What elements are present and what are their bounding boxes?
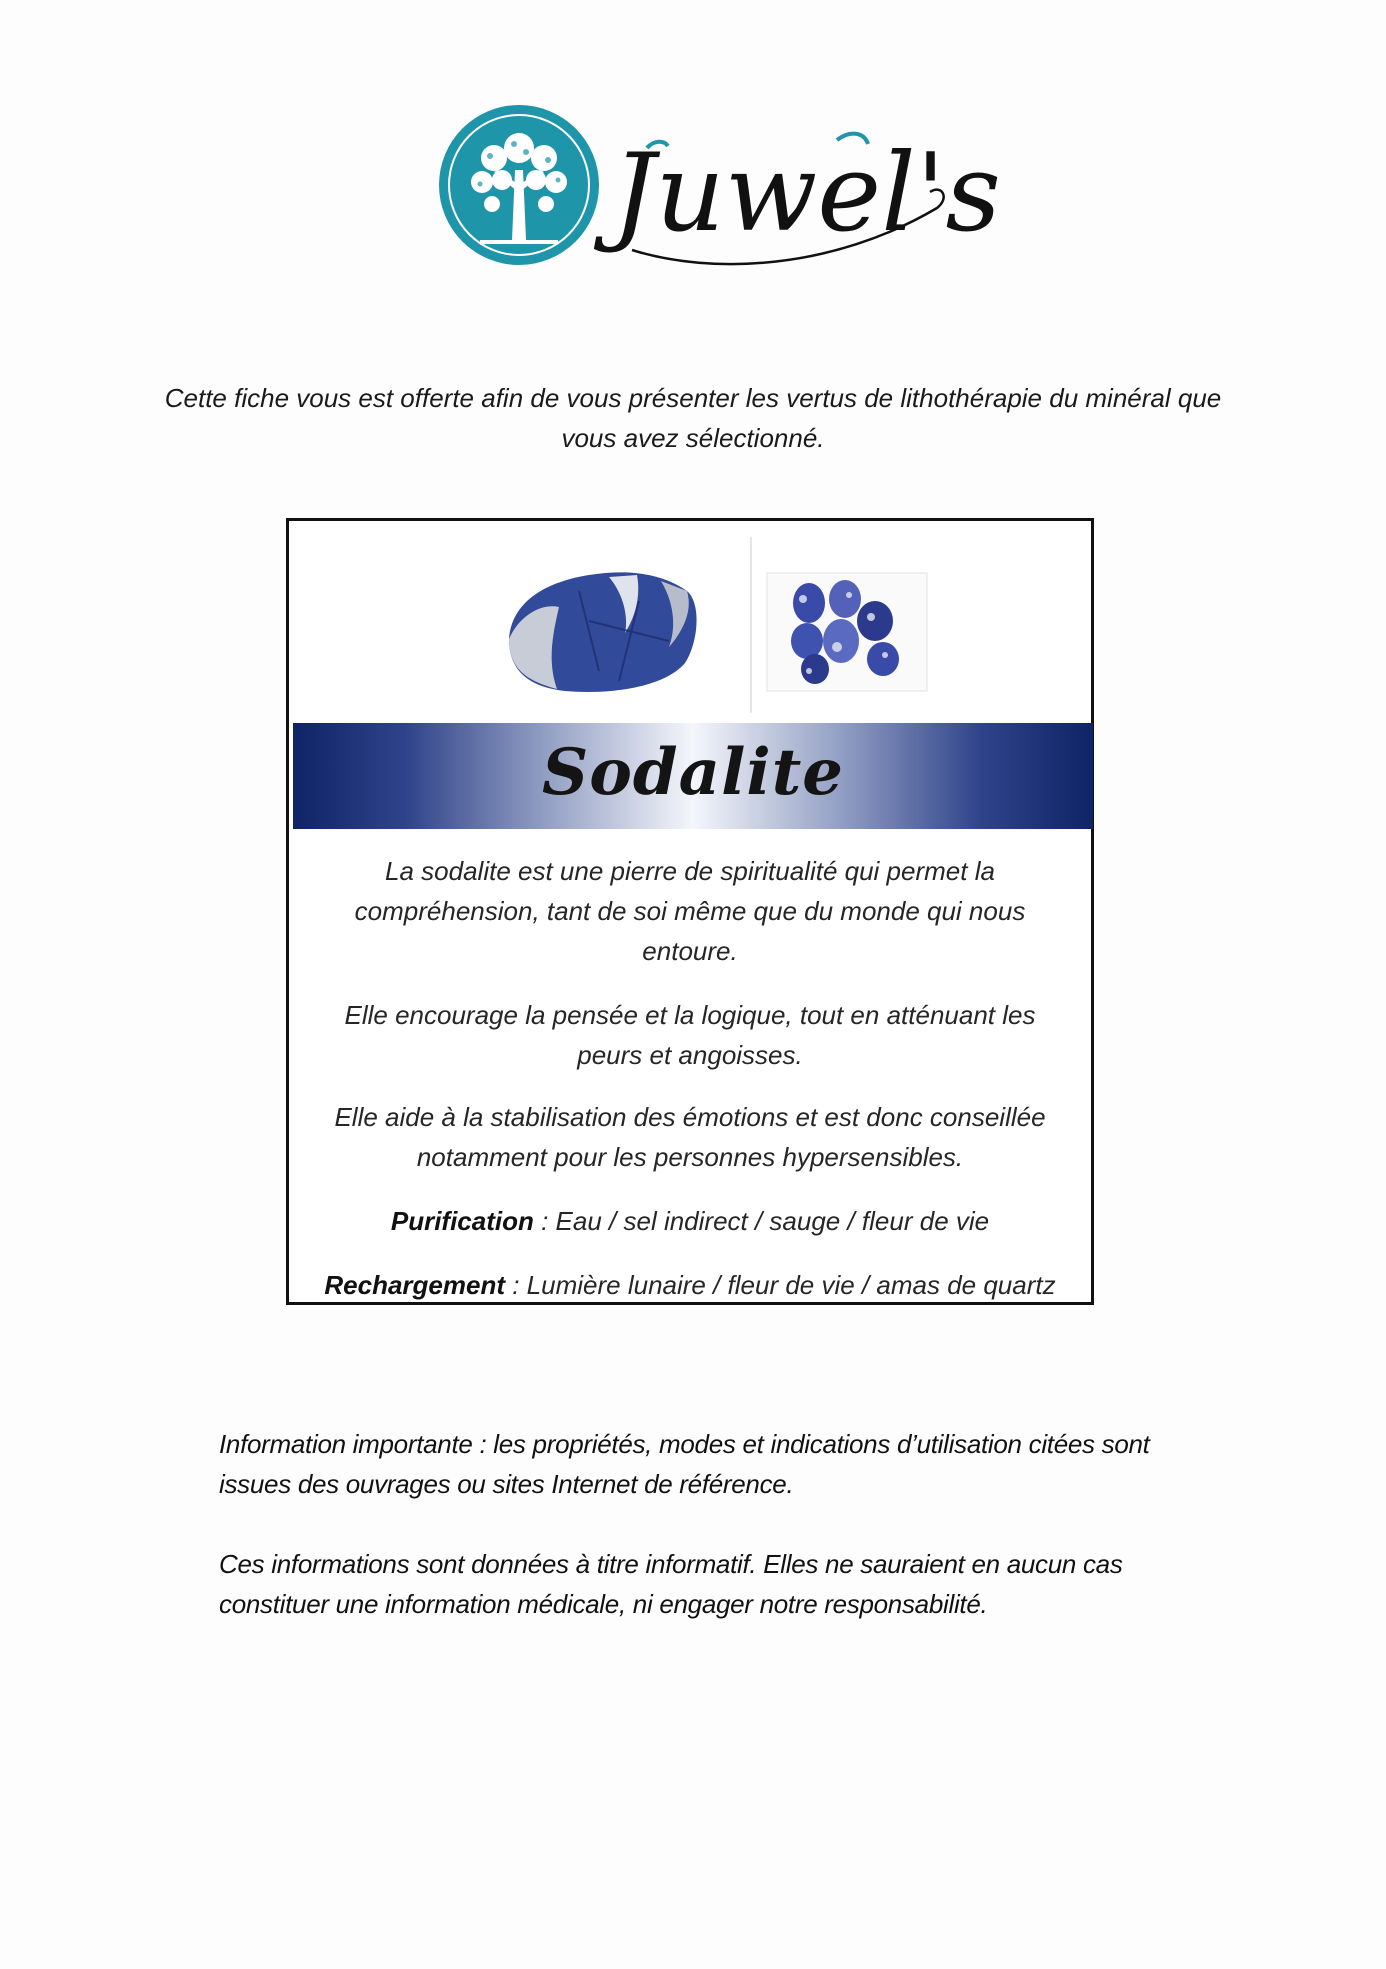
disclaimer-paragraph-1: Information importante : les propriétés, modes et indications d’utilisation citées sont issues des ouvrages ou sites Internet de référence. bbox=[219, 1429, 1150, 1499]
recharge-line bbox=[299, 1265, 1081, 1305]
brand-logo bbox=[432, 100, 1001, 270]
mineral-photos bbox=[289, 521, 1091, 723]
purification-value: : Eau / sel indirect / sauge / fleur de vie bbox=[533, 1206, 990, 1236]
recharge-value: : Lumière lunaire / fleur de vie / amas de quartz bbox=[505, 1270, 1056, 1300]
tree-of-life-icon bbox=[432, 100, 1001, 270]
description-paragraph-2: Elle encourage la pensée et la logique, tout en atténuant les peurs et angoisses. bbox=[344, 1000, 1036, 1070]
disclaimer-paragraph-2: Ces informations sont données à titre informatif. Elles ne sauraient en aucun cas constituer une information médicale, ni engager notre responsabilité. bbox=[219, 1549, 1123, 1619]
mineral-card bbox=[286, 518, 1094, 1305]
brand-name: Juwel's bbox=[612, 131, 1001, 256]
recharge-label: Rechargement bbox=[324, 1270, 505, 1300]
purification-label: Purification bbox=[390, 1206, 534, 1236]
description-paragraph-1: La sodalite est une pierre de spiritualité qui permet la compréhension, tant de soi même que du monde qui nous entoure. bbox=[354, 856, 1026, 966]
purification-line bbox=[309, 1201, 1071, 1241]
intro-text: Cette fiche vous est offerte afin de vous présenter les vertus de lithothérapie du minéral que vous avez sélectionné. bbox=[164, 383, 1222, 453]
mineral-title: Sodalite bbox=[541, 735, 845, 810]
raw-stone-image bbox=[509, 572, 697, 692]
description-paragraph-3: Elle aide à la stabilisation des émotions et est donc conseillée notamment pour les personnes hypersensibles. bbox=[334, 1102, 1046, 1172]
tumbled-stones-image bbox=[767, 573, 927, 691]
title-band bbox=[293, 723, 1093, 829]
